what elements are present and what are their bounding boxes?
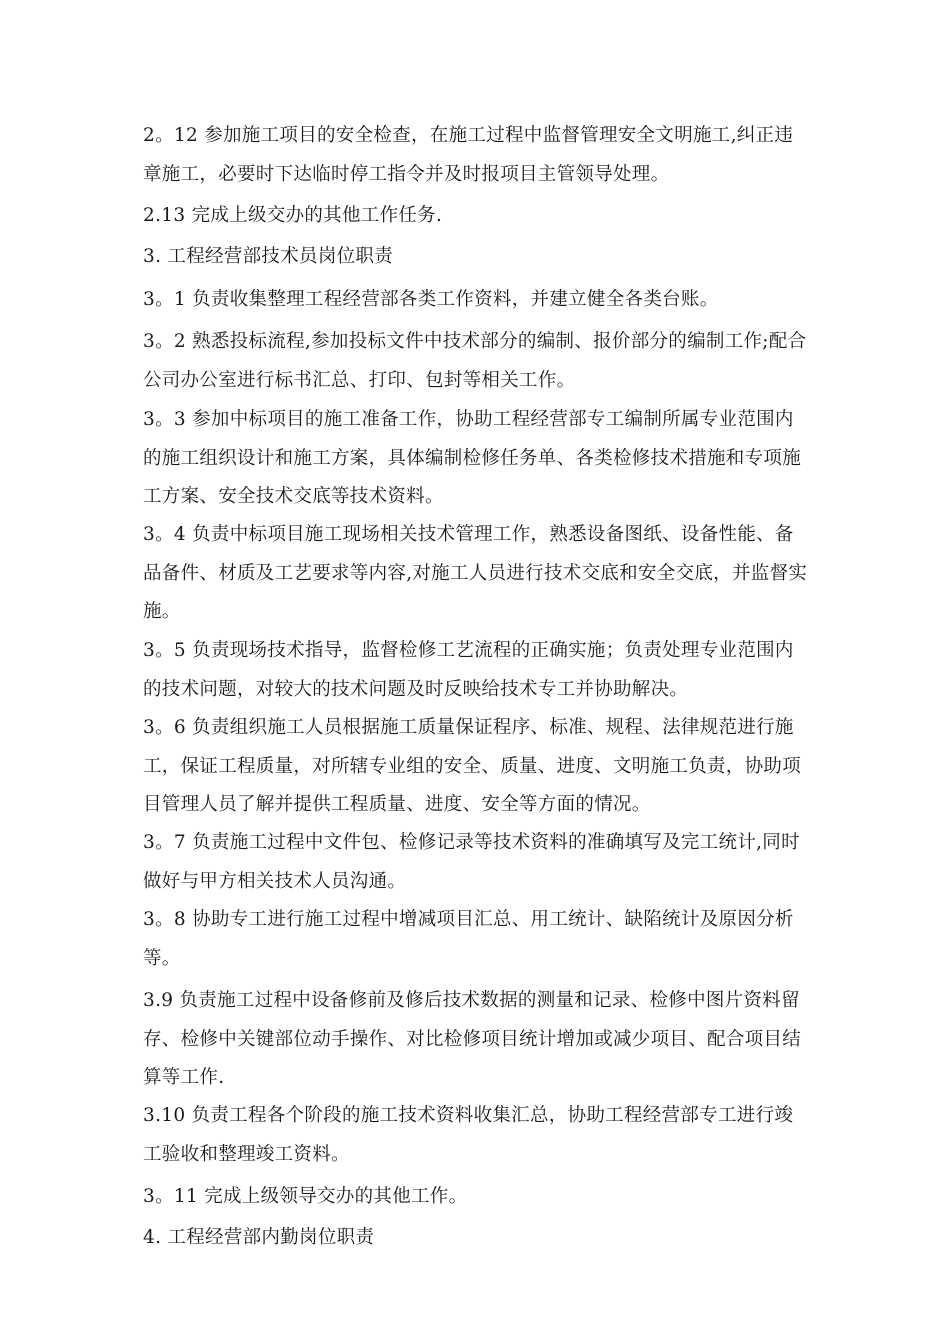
paragraph-2-13: 2.13 完成上级交办的其他工作任务. xyxy=(143,205,443,226)
paragraph-3-6: 3。6 负责组织施工人员根据施工质量保证程序、标准、规程、法律规范进行施工，保证工程质量，对所辖专业组的安全、质量、进度、文明施工负责，协助项目管理人员了解并提供工程质量、进度、安全等方面的情况。 xyxy=(143,717,802,815)
paragraph-3-3: 3。3 参加中标项目的施工准备工作，协助工程经营部专工编制所属专业范围内的施工组织设计和施工方案，具体编制检修任务单、各类检修技术措施和专项施工方案、安全技术交底等技术资料。 xyxy=(143,409,802,507)
paragraph-3-9: 3.9 负责施工过程中设备修前及修后技术数据的测量和记录、检修中图片资料留存、检修中关键部位动手操作、对比检修项目统计增加或减少项目、配合项目结算等工作. xyxy=(143,990,802,1088)
paragraph-3-1: 3。1 负责收集整理工程经营部各类工作资料，并建立健全各类台账。 xyxy=(143,289,719,310)
paragraph-3-2: 3。2 熟悉投标流程,参加投标文件中技术部分的编制、报价部分的编制工作;配合公司办公室进行标书汇总、打印、包封等相关工作。 xyxy=(143,331,807,391)
paragraph-3-4: 3。4 负责中标项目施工现场相关技术管理工作，熟悉设备图纸、设备性能、备品备件、材质及工艺要求等内容,对施工人员进行技术交底和安全交底，并监督实施。 xyxy=(143,524,808,622)
paragraph-3-10: 3.10 负责工程各个阶段的施工技术资料收集汇总，协助工程经营部专工进行竣工验收和整理竣工资料。 xyxy=(143,1105,794,1165)
paragraph-3-7: 3。7 负责施工过程中文件包、检修记录等技术资料的准确填写及完工统计,同时做好与甲方相关技术人员沟通。 xyxy=(143,832,800,892)
paragraph-3-8: 3。8 协助专工进行施工过程中增减项目汇总、用工统计、缺陷统计及原因分析等。 xyxy=(143,909,794,969)
paragraph-3-11: 3。11 完成上级领导交办的其他工作。 xyxy=(143,1186,468,1207)
paragraph-2-12: 2。12 参加施工项目的安全检查，在施工过程中监督管理安全文明施工,纠正违章施工，必要时下达临时停工指令并及时报项目主管领导处理。 xyxy=(143,125,794,185)
section-heading-3: 3. 工程经营部技术员岗位职责 xyxy=(143,246,394,267)
section-heading-4: 4. 工程经营部内勤岗位职责 xyxy=(143,1227,375,1248)
paragraph-3-5: 3。5 负责现场技术指导，监督检修工艺流程的正确实施；负责处理专业范围内的技术问题，对较大的技术问题及时反映给技术专工并协助解决。 xyxy=(143,640,794,700)
